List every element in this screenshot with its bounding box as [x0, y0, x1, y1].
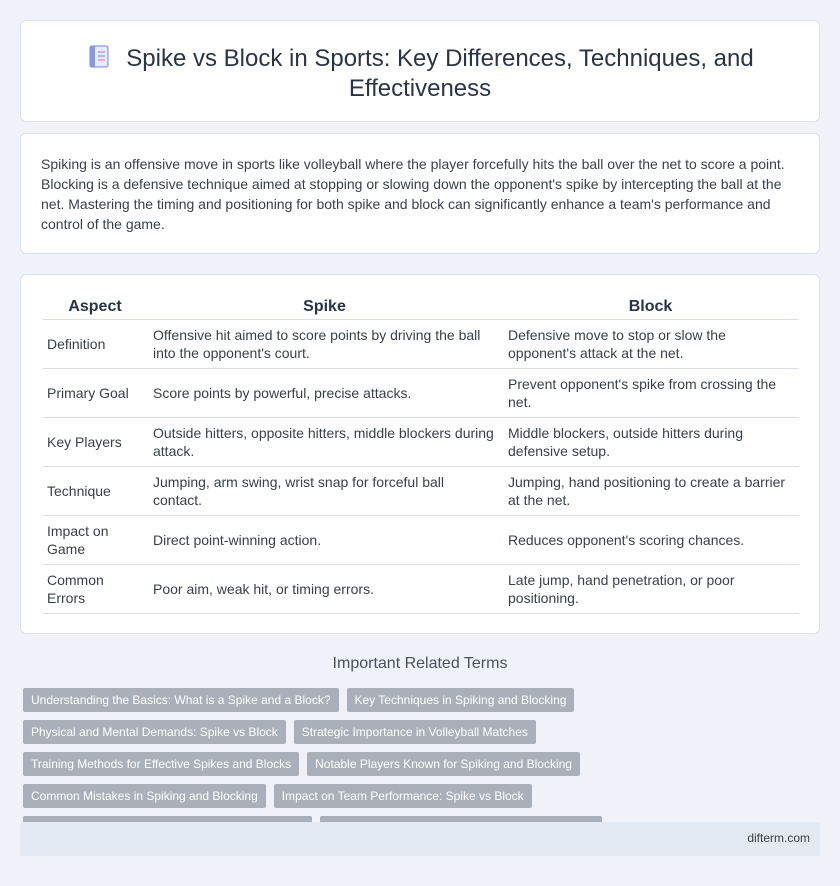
- related-term-tag[interactable]: Impact on Team Performance: Spike vs Block: [274, 784, 532, 808]
- related-term-tag[interactable]: Notable Players Known for Spiking and Blocking: [307, 752, 580, 776]
- table-row: [43, 467, 799, 516]
- cell-block: Defensive move to stop or slow the opponent's attack at the net.: [502, 320, 799, 369]
- table-row: [43, 320, 799, 369]
- header-aspect: Aspect: [43, 295, 147, 320]
- related-term-tag[interactable]: Key Techniques in Spiking and Blocking: [347, 688, 575, 712]
- cell-aspect: Key Players: [43, 418, 147, 467]
- table-row: [43, 369, 799, 418]
- cell-spike: Jumping, arm swing, wrist snap for forceful ball contact.: [147, 467, 502, 516]
- page-title: [21, 43, 819, 104]
- cell-aspect: Primary Goal: [43, 369, 147, 418]
- intro-paragraph: Spiking is an offensive move in sports like volleyball where the player forcefully hits the ball over the net to score a point. Blocking is a defensive technique aimed at stopping or slowing down the opponent's spike by intercepting the ball at the net. Mastering the timing and positioning for both spike and block can significantly enhance a team's performance and control of the game.: [41, 156, 785, 232]
- cell-aspect: Technique: [43, 467, 147, 516]
- related-terms-title: Important Related Terms: [332, 655, 508, 672]
- comparison-card: [20, 274, 820, 634]
- footer: [20, 822, 820, 856]
- table-row: [43, 418, 799, 467]
- related-term-tag[interactable]: Strategic Importance in Volleyball Matches: [294, 720, 536, 744]
- cell-spike: Offensive hit aimed to score points by driving the ball into the opponent's court.: [147, 320, 502, 369]
- cell-block: Late jump, hand penetration, or poor positioning.: [502, 565, 799, 614]
- title-line-1: Spike vs Block in Sports: Key Differences, Techniques, and: [126, 45, 754, 72]
- table-row: [43, 565, 799, 614]
- cell-spike: Direct point-winning action.: [147, 516, 502, 565]
- cell-spike: Score points by powerful, precise attacks.: [147, 369, 502, 418]
- comparison-table: [43, 295, 799, 614]
- cell-spike: Poor aim, weak hit, or timing errors.: [147, 565, 502, 614]
- header-block: Block: [502, 295, 799, 320]
- table-header-row: [43, 295, 799, 320]
- related-term-tag[interactable]: Training Methods for Effective Spikes and Blocks: [23, 752, 299, 776]
- cell-aspect: Common Errors: [43, 565, 147, 614]
- cell-aspect: Definition: [43, 320, 147, 369]
- cell-spike: Outside hitters, opposite hitters, middle blockers during attack.: [147, 418, 502, 467]
- cell-block: Middle blockers, outside hitters during defensive setup.: [502, 418, 799, 467]
- related-term-tag[interactable]: Common Mistakes in Spiking and Blocking: [23, 784, 266, 808]
- footer-site-link[interactable]: difterm.com: [747, 831, 810, 845]
- cell-block: Prevent opponent's spike from crossing the net.: [502, 369, 799, 418]
- related-term-tag[interactable]: Physical and Mental Demands: Spike vs Block: [23, 720, 286, 744]
- related-term-tag[interactable]: Understanding the Basics: What is a Spike and a Block?: [23, 688, 339, 712]
- header-card: [20, 20, 820, 122]
- cell-aspect: Impact on Game: [43, 516, 147, 565]
- title-line-2: Effectiveness: [348, 75, 492, 102]
- table-row: [43, 516, 799, 565]
- book-icon: [86, 43, 112, 69]
- cell-block: Jumping, hand positioning to create a barrier at the net.: [502, 467, 799, 516]
- cell-block: Reduces opponent's scoring chances.: [502, 516, 799, 565]
- header-spike: Spike: [147, 295, 502, 320]
- intro-card: [20, 133, 820, 254]
